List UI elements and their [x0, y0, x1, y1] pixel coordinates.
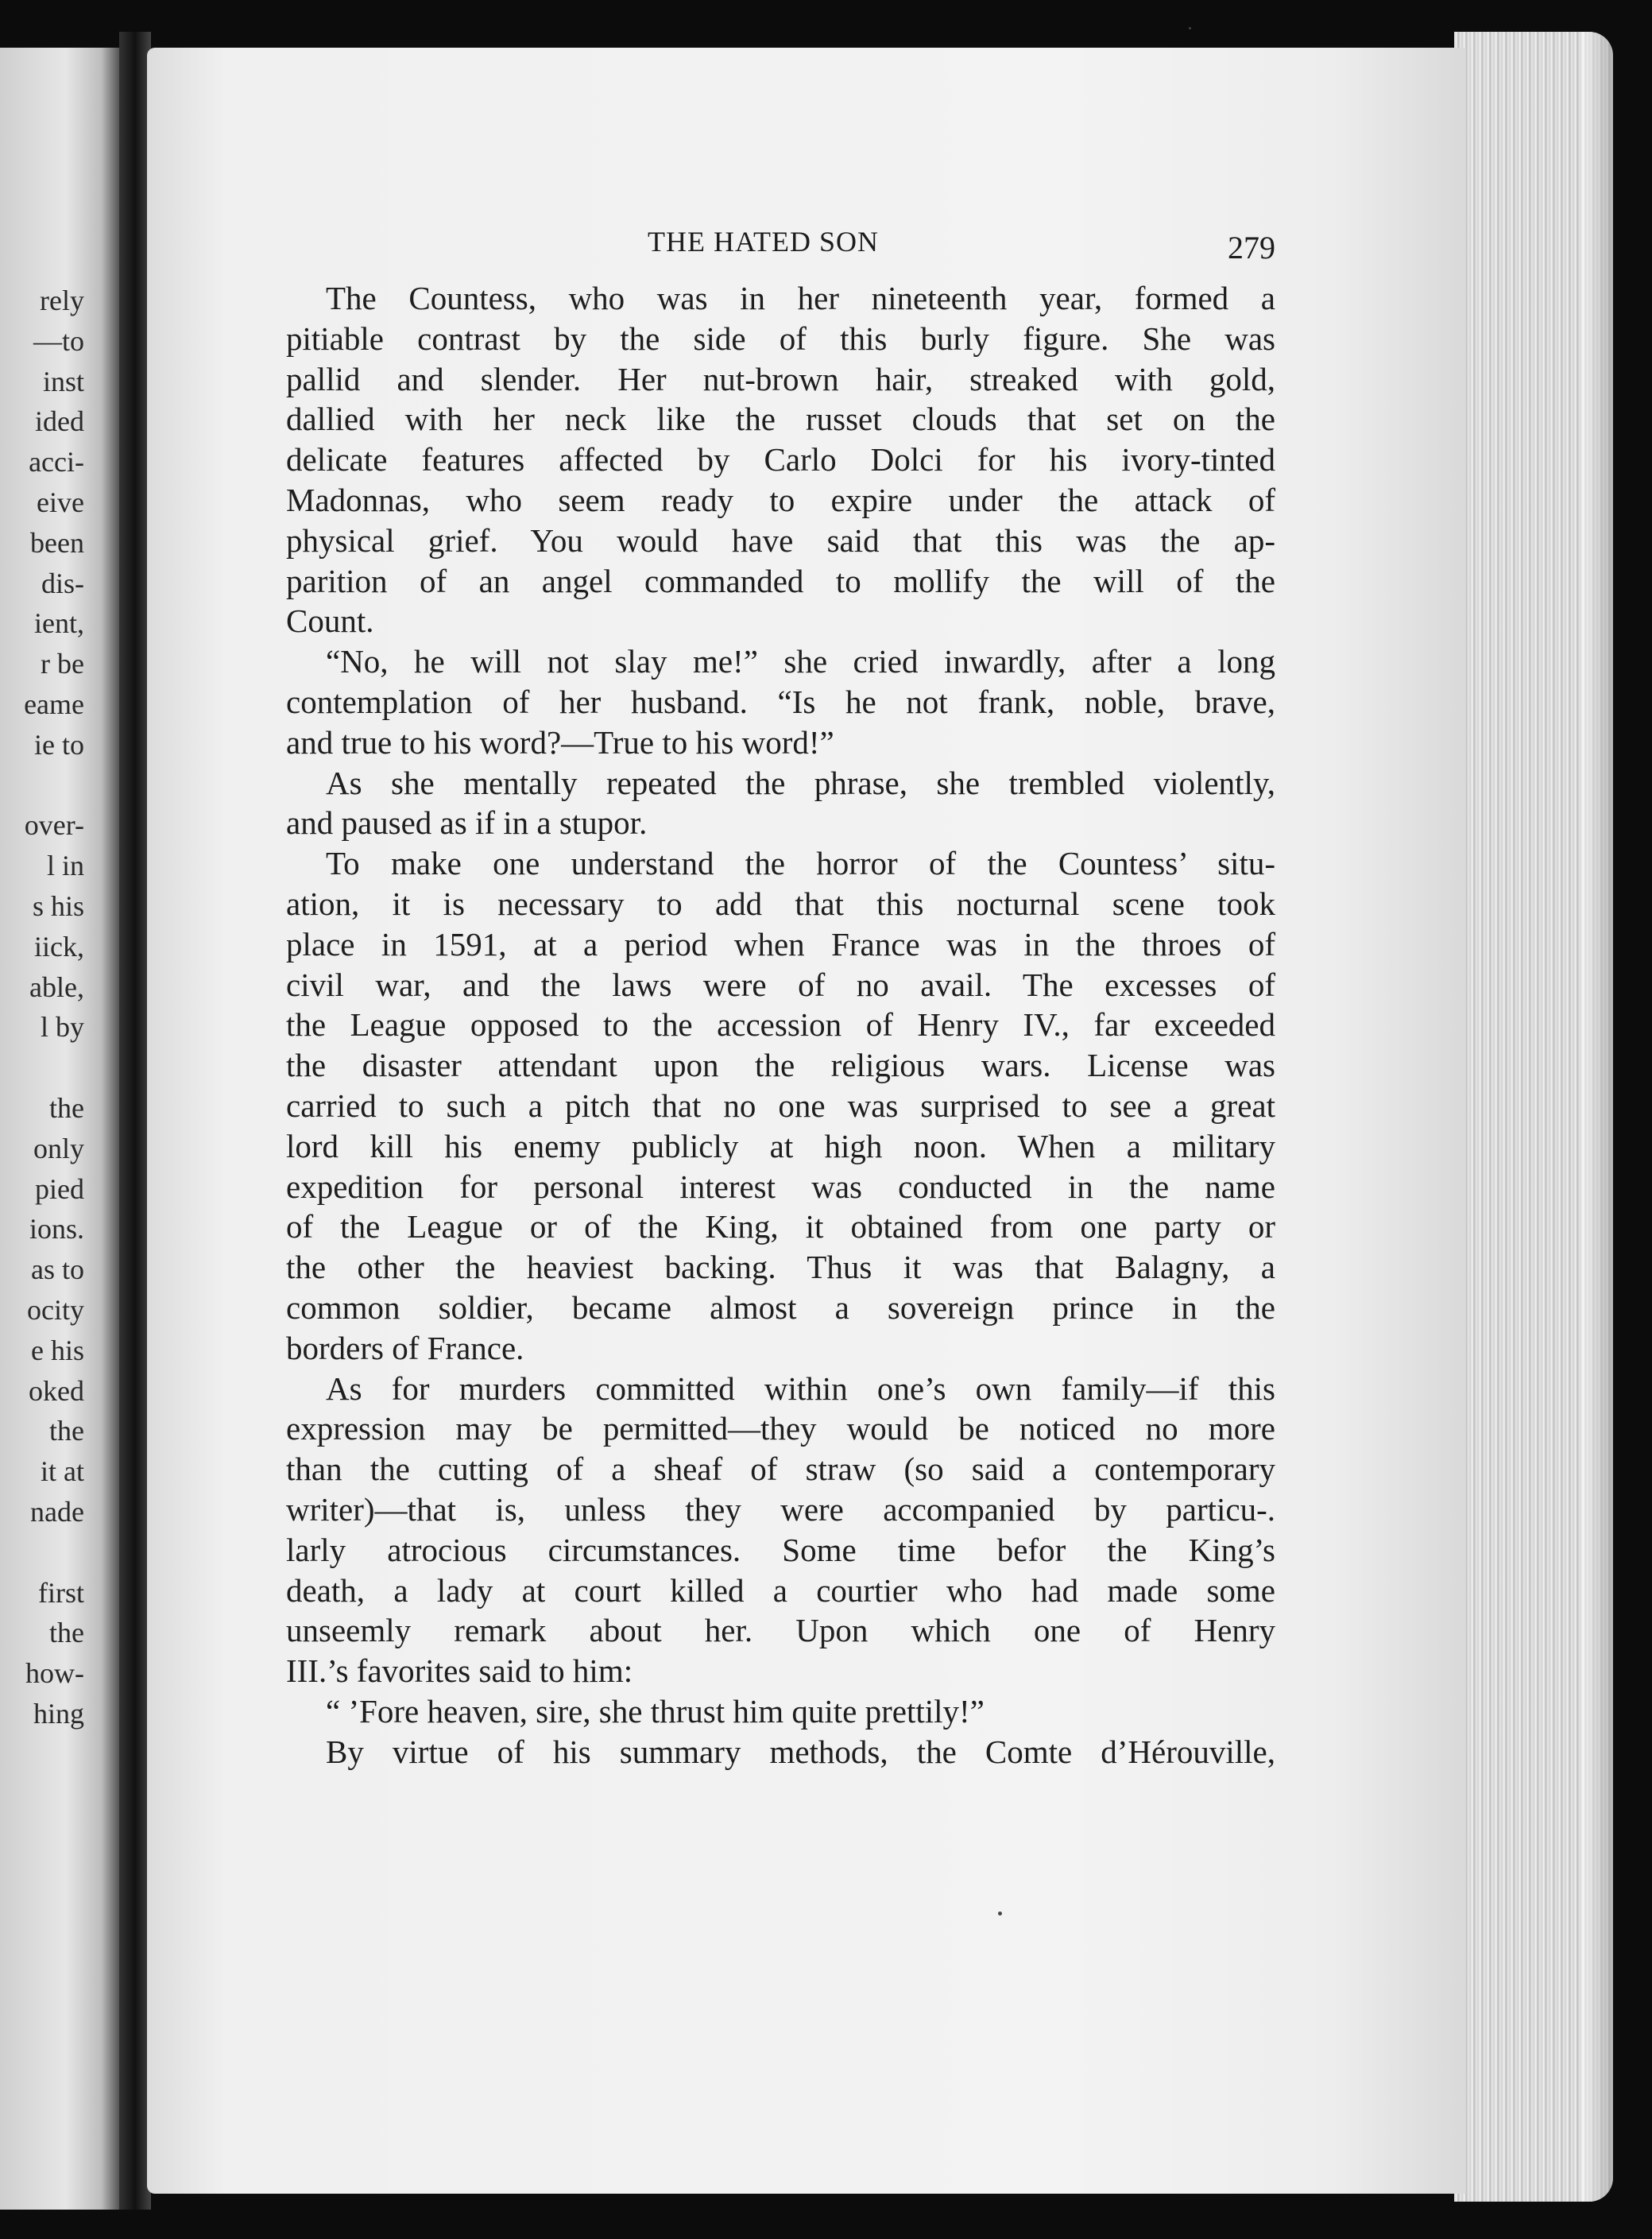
text-line: “No, he will not slay me!” she cried inwardly, after a long — [326, 643, 1275, 680]
text-line: pallid and slender. Her nut-brown hair, streaked with gold, — [286, 360, 1275, 397]
left-page-fragment: hing — [33, 1698, 84, 1730]
text-line: contemplation of her husband. “Is he not frank, noble, brave, — [286, 683, 1275, 720]
left-page-fragment: been — [30, 526, 84, 559]
text-line: larly atrocious circumstances. Some time befor the King’s — [286, 1531, 1275, 1568]
text-line: writer)—that is, unless they were accompanied by particu-. — [286, 1490, 1275, 1528]
text-line: the other the heaviest backing. Thus it was that Balagny, a — [286, 1249, 1275, 1286]
scan-speck — [998, 1912, 1002, 1916]
left-page-fragment: ient, — [34, 607, 84, 640]
text-line: physical grief. You would have said that this was the ap- — [286, 521, 1275, 559]
left-page-fragment: s his — [32, 890, 84, 922]
left-page-fragment: r be — [41, 648, 84, 680]
text-line: pitiable contrast by the side of this burly figure. She was — [286, 320, 1275, 357]
left-page-fragment: the — [49, 1092, 84, 1124]
left-page-fragment: ie to — [34, 728, 84, 761]
left-page-fragment: as to — [31, 1253, 84, 1286]
text-line: Madonnas, who seem ready to expire under the attack of — [286, 481, 1275, 518]
text-line: As she mentally repeated the phrase, she trembled violently, — [326, 764, 1275, 801]
left-page-fragment: nade — [30, 1496, 84, 1528]
text-line: expedition for personal interest was conducted in the name — [286, 1168, 1275, 1205]
text-line: As for murders committed within one’s own family—if this — [326, 1369, 1275, 1407]
text-line: place in 1591, at a period when France was in the throes of — [286, 925, 1275, 963]
left-page-fragment: the — [49, 1415, 84, 1447]
left-page-fragment: eame — [24, 688, 84, 720]
text-line: ation, it is necessary to add that this nocturnal scene took — [286, 885, 1275, 922]
left-page-fragment: able, — [29, 970, 84, 1003]
text-line: By virtue of his summary methods, the Comte d’Hérouville, — [326, 1733, 1275, 1770]
text-line: and paused as if in a stupor. — [286, 804, 648, 842]
text-line: Count. — [286, 602, 374, 640]
text-line: the disaster attendant upon the religious wars. License was — [286, 1047, 1275, 1084]
left-page-fragment: ocity — [27, 1294, 84, 1326]
left-page-fragment: rely — [40, 285, 84, 316]
text-line: civil war, and the laws were of no avail. The excesses of — [286, 966, 1275, 1003]
text-line: delicate features affected by Carlo Dolci for his ivory-tinted — [286, 441, 1275, 478]
text-line: lord kill his enemy publicly at high noon. When a military — [286, 1127, 1275, 1164]
left-page-fragment: e his — [31, 1334, 84, 1366]
text-line: parition of an angel commanded to mollify the will of the — [286, 562, 1275, 599]
left-page-fragment: ided — [35, 405, 84, 438]
scan-speck — [1189, 27, 1191, 29]
text-line: carried to such a pitch that no one was surprised to see a great — [286, 1087, 1275, 1124]
left-page-fragment: —to — [33, 324, 84, 357]
left-page-fragment: l by — [40, 1011, 84, 1044]
text-line: expression may be permitted—they would be noticed no more — [286, 1410, 1275, 1447]
running-head: THE HATED SON — [648, 226, 879, 258]
page-number: 279 — [1228, 230, 1275, 265]
left-page-fragment: the — [49, 1617, 84, 1649]
text-line: common soldier, became almost a sovereign prince in the — [286, 1288, 1275, 1326]
text-line: III.’s favorites said to him: — [286, 1652, 633, 1690]
left-page-fragment: eive — [37, 486, 84, 518]
text-line: borders of France. — [286, 1329, 524, 1366]
book-gutter — [119, 32, 151, 2210]
text-line: the League opposed to the accession of Henry IV., far exceeded — [286, 1006, 1275, 1044]
page-edge-stack — [1454, 32, 1613, 2202]
left-page-fragment: ions. — [29, 1213, 84, 1245]
left-page-fragment: pied — [35, 1172, 84, 1205]
left-facing-page — [0, 48, 119, 2210]
text-line: The Countess, who was in her nineteenth year, formed a — [326, 280, 1275, 316]
text-line: than the cutting of a sheaf of straw (so said a contemporary — [286, 1451, 1275, 1488]
left-page-fragment: oked — [29, 1374, 84, 1407]
left-page-fragment: inst — [42, 365, 84, 397]
text-line: dallied with her neck like the russet clouds that set on the — [286, 401, 1275, 438]
left-page-fragment: over- — [24, 809, 84, 842]
text-line: To make one understand the horror of the Countess’ situ- — [326, 845, 1275, 882]
left-page-fragment: iick, — [34, 930, 84, 963]
left-page-fragment: how- — [25, 1657, 84, 1690]
left-page-fragment: only — [33, 1132, 84, 1164]
body-text — [286, 278, 1275, 1772]
left-page-fragment: it at — [41, 1455, 84, 1488]
left-page-fragment: acci- — [29, 446, 84, 478]
left-page-fragment: l in — [46, 850, 84, 882]
text-line: death, a lady at court killed a courtier who had made some — [286, 1571, 1275, 1609]
text-line: unseemly remark about her. Upon which one of Henry — [286, 1612, 1275, 1649]
text-line: of the League or of the King, it obtained from one party or — [286, 1208, 1275, 1245]
left-page-fragment: dis- — [41, 567, 84, 599]
left-page-fragment: first — [38, 1576, 84, 1609]
text-line: “ ’Fore heaven, sire, she thrust him quite prettily!” — [326, 1692, 985, 1730]
text-line: and true to his word?—True to his word!” — [286, 723, 834, 761]
